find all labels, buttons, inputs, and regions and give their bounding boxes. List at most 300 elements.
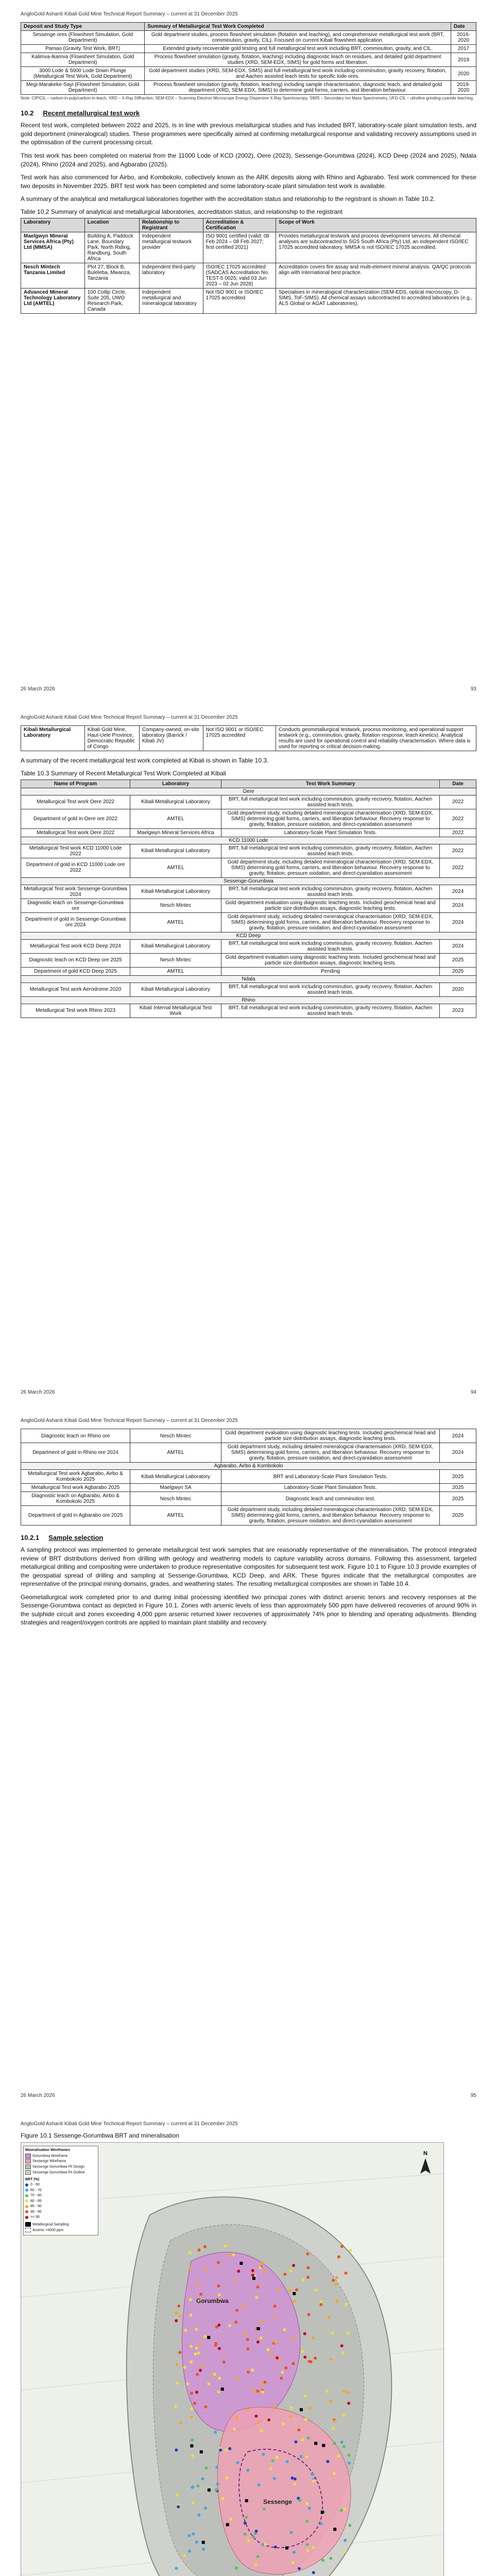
brt-sample-point [213,2373,216,2376]
brt-sample-point [190,2416,193,2419]
brt-sample-point [244,2333,247,2336]
table-cell: AMTEL [130,858,221,877]
brt-sample-point [294,2478,297,2481]
brt-sample-point [183,2366,186,2369]
brt-sample-point [242,2305,245,2308]
brt-sample-point [304,2395,307,2398]
table-row [21,939,476,953]
table-cell: BRT, full metallurgical test work including comminution, gravity recovery, flotation, Aachen assisted leach tests. [221,795,439,809]
table-row [21,828,476,837]
brt-sample-point [305,2520,309,2523]
table-cell: 2024 [440,1443,476,1463]
legend-dot [25,2216,28,2219]
brt-sample-point [333,2419,336,2422]
brt-sample-point [335,2299,338,2302]
table-cell: Nesch Mintec [130,1492,221,1506]
table-row [21,795,476,809]
brt-sample-point [204,2405,208,2409]
legend-label: Arsenic >4000 ppm [32,2228,64,2232]
legend-swatch [25,2228,31,2232]
table-cell: Diagnostic leach on Agbarabo, Airbo & Kombokolo 2025 [21,1492,130,1506]
brt-sample-point [282,2422,285,2426]
table-cell: Gold department study, including detailed mineralogical characterisation (XRD, SEM-EDX, SIMS) determining gold forms, carriers, and liberation behaviour. Recovery response to gravity, flotation, pressure oxidation, and direct-cyanidation assessment [221,1506,439,1526]
page-header: AngloGold Ashanti Kibali Gold Mine Technical Report Summary – current at 31 December 2025 [21,1418,238,1423]
brt-sample-point [197,2351,200,2354]
table-cell: 2022 [440,858,476,877]
brt-sample-point [188,2251,192,2254]
brt-sample-point [256,2341,260,2344]
brt-sample-point [312,2546,315,2549]
table-row [21,263,476,288]
brt-sample-point [199,2342,202,2345]
brt-sample-point [264,2543,267,2546]
table-cell: Metallurgical Test work Sessenge-Gorumbwa 2024 [21,885,130,899]
brt-sample-point [236,2377,239,2380]
brt-sample-point [251,2269,254,2272]
table-cell: Department of gold in Sessenge-Gorumbwa ore 2024 [21,912,130,932]
table-cell: Gold department studies (XRD, SEM-EDX, SIMS) and full metallurgical test work including comminution, gravity recovery, flotation, and Aachen assisted leach tests for specific lode ores. [145,67,451,81]
table-cell: 2019-2020 [451,81,476,95]
metallurgical-sample-point [321,2511,324,2514]
brt-sample-point [301,2350,304,2353]
brt-sample-point [329,2399,332,2402]
brt-sample-point [272,2405,276,2408]
group-label: Agbarabo, Airbo & Kombokolo [21,1463,476,1470]
table-row [21,953,476,967]
table-cell: BRT, full metallurgical test work including comminution, gravity recovery, flotation, Aachen assisted leach tests. [221,844,439,858]
brt-sample-point [312,2336,315,2340]
brt-sample-point [342,2390,346,2393]
table-cell: Diagnostic leach and comminution test. [221,1492,439,1506]
group-label: Sessenge-Gorumbwa [21,877,476,885]
brt-sample-point [349,2249,352,2252]
table-cell: Not ISO 9001 or ISO/IEC 17025 accredited [203,288,276,313]
brt-sample-point [235,2416,238,2419]
brt-sample-point [190,2345,193,2348]
brt-sample-point [247,2409,250,2412]
brt-sample-point [215,2466,218,2469]
brt-sample-point [225,2448,228,2451]
table-cell: Kibali Metallurgical Laboratory [130,795,221,809]
brt-sample-point [297,2429,300,2432]
legend-item [25,2199,96,2205]
brt-sample-point [331,2331,334,2334]
brt-sample-point [267,2418,270,2421]
column-header: Deposit and Study Type [21,23,145,31]
table-cell: ISO/IEC 17025 accredited (SADCAS Accreditation No. TEST-5 0025; valid 03 Jun 2023 – 02 Jun 2028) [203,263,276,288]
paragraph: Geometallurgical work completed prior to and during initial processing identified two principal zones with distinct arsenic tenors and recovery responses at the Sessenge-Gorumbwa contact as depicted in Figure 10.1. Zones with arsenic levels of less than approximately 500 ppm have delivered recoveries of around 90% in the sulphide circuit and zones exceeding 4,000 ppm arsenic returned lower recoveries of approximately 74% prior to blending and operating adjustments. Blending strategies and reagent/oxygen controls are applied to maintain plant stability and recovery. [21,1593,476,1626]
table-row [21,81,476,95]
paragraph: A summary of the analytical and metallurgical laboratories together with the accreditation status and relationship to the registrant is shown in Table 10.2. [21,195,435,203]
table-cell: 2025 [440,1484,476,1492]
brt-sample-point [271,2460,275,2463]
table-cell: 2025 [440,1506,476,1526]
brt-sample-point [332,2279,335,2282]
table-cell: Kibali Metallurgical Laboratory [21,726,85,751]
gorumbwa-label: Gorumbwa [196,2297,229,2304]
brt-sample-point [319,2300,322,2303]
table-row [21,982,476,996]
page-96 [0,2110,497,2576]
metallurgical-sample-point [190,2444,193,2447]
legend-item [25,2193,96,2199]
brt-sample-point [333,2472,336,2475]
table-row [21,1004,476,1018]
brt-sample-point [227,2254,230,2257]
sessenge-label: Sessenge [263,2498,293,2505]
page-footer: 26 March 2026 94 [21,1389,476,1395]
brt-sample-point [190,2392,193,2395]
legend-label: Sessenge Wireframe [32,2159,66,2163]
table-cell: 2020 [451,67,476,81]
brt-sample-point [252,2535,255,2538]
table-row [21,912,476,932]
legend-label: 80 - 85 [30,2199,42,2203]
column-header: Relationship to Registrant [139,218,203,232]
brt-sample-point [246,2347,249,2350]
brt-sample-point [201,2478,204,2481]
brt-sample-point [314,2289,317,2292]
table-cell: Kalimva-Ikamva (Flowsheet Simulation, Gold Department) [21,53,145,67]
column-header: Location [84,218,139,232]
metallurgical-sample-point [285,2547,288,2550]
table-cell: 2024 [440,1429,476,1443]
paragraph: Recent test work, completed between 2022 and 2025, is in line with previous metallurgical studies and has included BRT, laboratory-scale plant simulation tests, and gold deportment (mineralogical) studies. These programmes were specifically aimed at confirming metallurgical response and validating recovery assumptions used in the optimisation of the current processing circuit. [21,122,476,146]
legend-label: 85 - 90 [30,2205,42,2209]
legend-item [25,2222,96,2228]
legend-label: 60 - 70 [30,2188,42,2192]
table-cell: 2022 [440,795,476,809]
brt-sample-point [202,2548,205,2551]
table-row [21,45,476,53]
page-footer: 26 March 2026 93 [21,686,476,692]
brt-sample-point [283,2328,286,2331]
test-work-table-continued [21,22,476,95]
brt-sample-point [228,2324,231,2327]
table-cell: Pending [221,967,439,975]
group-row [21,932,476,939]
table-cell: Laboratory-Scale Plant Simulation Tests. [221,1484,439,1492]
brt-sample-point [312,2571,315,2574]
table-cell: Independent metallurgical and mineralogical laboratory [139,288,203,313]
brt-sample-point [179,2421,182,2425]
brt-sample-point [236,2461,239,2464]
brt-sample-point [292,2561,295,2564]
brt-sample-point [274,2546,277,2549]
brt-sample-point [348,2524,351,2527]
table-row [21,885,476,899]
table-cell: 2025 [440,967,476,975]
brt-sample-point [293,2482,296,2485]
brt-sample-point [255,2296,258,2299]
legend-item [25,2159,96,2164]
table-cell: BRT, full metallurgical test work including comminution, gravity recovery, flotation, Aachen assisted leach tests. [221,982,439,996]
page-94 [0,703,497,1406]
brt-sample-point [295,2441,298,2444]
legend-dot [25,2194,28,2197]
group-label: Ndala [21,975,476,982]
brt-sample-point [176,2494,179,2497]
laboratories-table-continued [21,725,476,751]
brt-sample-point [217,2391,220,2394]
brt-sample-point [306,2276,310,2279]
brt-sample-point [327,2316,330,2319]
brt-sample-point [217,2261,220,2264]
brt-sample-point [177,2304,180,2308]
paragraph: This test work has been completed on material from the 11000 Lode of KCD (2002), Oere (2023), Sessenge-Gorumbwa (2024), KCD Deep (2024 and 2025), Ndala (2024), Rhino (2024 and 2025), and Agbarabo (2025). [21,152,476,168]
group-row [21,975,476,982]
metallurgical-sample-point [202,2541,205,2544]
brt-sample-point [304,2418,307,2421]
brt-sample-point [192,2501,195,2504]
brt-sample-point [262,2543,265,2546]
brt-sample-point [274,2341,277,2344]
brt-sample-point [189,2314,192,2317]
brt-sample-point [174,2405,177,2408]
table-row [21,967,476,975]
metallurgical-sample-point [300,2408,303,2411]
brt-sample-point [186,2382,189,2385]
table-cell: Gold department evaluation using diagnostic leaching tests. Included geochemical head and particle size distribution assays, diagnostic leaching tests. [221,899,439,912]
brt-sample-point [261,2261,264,2264]
column-header: Accreditation & Certification [203,218,276,232]
metallurgical-sample-point [207,2336,210,2339]
group-row [21,996,476,1004]
brt-sample-point [176,2382,179,2385]
table-cell: 2019 [451,53,476,67]
brt-sample-point [259,2266,262,2269]
brt-sample-point [321,2559,324,2562]
table-cell: Extended gravity recoverable gold testing and full metallurgical test work including BRT, comminution, gravity, and CIL. [145,45,451,53]
table-cell: Gold department study, including detailed mineralogical characterisation (XRD, SEM-EDX, SIMS) determining gold forms, carriers, and liberation behaviour. Recovery response to gravity, flotation, pressure oxidation, and direct-cyanidation assessment [221,912,439,932]
brt-sample-point [195,2391,198,2394]
table-caption: Table 10.2 Summary of analytical and metallurgical laboratories, accreditation status, and relationship to the registrant [21,208,343,215]
brt-sample-point [217,2284,220,2287]
brt-sample-point [219,2449,222,2452]
brt-sample-point [256,2555,260,2558]
table-cell: 2024 [440,899,476,912]
brt-sample-point [244,2521,247,2524]
laboratories-table [21,218,476,314]
table-cell: Gold department study, including detailed mineralogical characterisation (XRD, SEM-EDX, SIMS) determining gold forms, carriers, and liberation behaviour. Recovery response to gravity, flotation, pressure oxidation, and direct-cyanidation assessment [221,858,439,877]
brt-sample-point [204,2506,207,2510]
metallurgical-sample-point [239,2262,243,2265]
table-cell: 100 Collip Circle, Suite 205, UWO Research Park, Canada [84,288,139,313]
brt-sample-point [344,2539,347,2542]
brt-sample-point [175,2567,178,2570]
brt-sample-point [175,2449,178,2452]
brt-sample-point [233,2428,236,2431]
brt-sample-point [188,2267,192,2270]
brt-sample-point [184,2329,187,2332]
brt-sample-point [175,2311,178,2314]
brt-sample-point [290,2406,293,2410]
brt-sample-point [199,2293,202,2296]
table-cell: Department of gold KCD Deep 2025 [21,967,130,975]
brt-sample-point [306,2543,309,2546]
brt-sample-point [253,2389,256,2392]
column-header: Summary of Metallurgical Test Work Completed [145,23,451,31]
brt-sample-point [193,2402,196,2405]
brt-sample-point [307,2436,310,2439]
table-cell: Independent metallurgical testwork provider [139,232,203,263]
table-cell: 2022 [440,844,476,858]
brt-sample-point [191,2408,194,2411]
section-heading: 10.2.1 Sample selection [21,1534,104,1541]
brt-sample-point [337,2454,340,2458]
brt-sample-point [340,2245,344,2248]
page-93 [0,0,497,703]
table-row [21,1506,476,1526]
paragraph: A sampling protocol was implemented to generate metallurgical test work samples that are reasonably representative of the mineralisation. The protocol integrated review of BRT distributions derived from drilling with geology and weathering models to capture variability across domains. Following this assessment, targeted metallurgical drilling and compositing were undertaken to produce representative composites for subsequent test work. Figure 10.1 to Figure 10.3 provide examples of the geospatial spread of drilling and sampling at Sessenge-Gorumbwa, KCD Deep, and ARK. These figures indicate that the metallurgical composites are representative of the principal mining domains, grades, and weathering states. The resulting metallurgical composites are shown in Table 10.4. [21,1546,476,1588]
table-cell: 2022 [440,828,476,837]
legend-item [25,2188,96,2194]
table-cell: Company-owned, on-site laboratory (Barrick / Kibali JV) [139,726,203,751]
brt-sample-point [218,2347,221,2350]
table-cell: Kibali Metallurgical Laboratory [130,982,221,996]
legend-dot [25,2183,28,2187]
table-cell: Kibali Internal Metallurgical Test Work [130,1004,221,1018]
brt-sample-point [188,2550,191,2553]
brt-sample-point [312,2480,315,2483]
table-cell: 2022 [440,809,476,828]
brt-sample-point [196,2484,199,2487]
brt-sample-point [246,2338,249,2341]
legend-item [25,2210,96,2215]
brt-sample-point [256,2285,260,2289]
legend-label: Sessenge Gorumbwa Pit Outline [32,2171,85,2175]
brt-sample-point [205,2267,208,2270]
table-cell: Maelgwyn SA [130,1484,221,1492]
column-header: Laboratory [21,218,85,232]
brt-sample-point [337,2256,340,2259]
table-cell: Metallurgical Test work Agbarabo, Airbo & Kombokolo 2025 [21,1470,130,1484]
brt-sample-point [280,2377,283,2380]
brt-sample-point [340,2344,344,2347]
brt-sample-point [319,2303,322,2306]
brt-sample-point [341,2351,345,2354]
table-cell: Laboratory-Scale Plant Simulation Tests. [221,828,439,837]
table-row [21,1443,476,1463]
table-cell: Metallurgical Test work Rhino 2023 [21,1004,130,1018]
brt-sample-point [260,2336,263,2340]
brt-sample-point [276,2357,279,2360]
table-cell: AMTEL [130,1443,221,1463]
brt-sample-point [325,2389,329,2393]
brt-sample-point [196,2373,199,2376]
brt-sample-point [218,2377,221,2380]
brt-sample-point [247,2539,250,2542]
brt-sample-point [347,2402,350,2405]
table-cell: AMTEL [130,809,221,828]
brt-sample-point [330,2358,333,2361]
table-cell: Pamao (Gravity Test Work, BRT) [21,45,145,53]
brt-sample-point [342,2445,346,2448]
table-cell: Metallurgical Test work Aerodrome 2020 [21,982,130,996]
brt-sample-point [344,2550,347,2553]
brt-sample-point [191,2438,194,2442]
table-cell: AMTEL [130,912,221,932]
table-cell: 2025 [440,1492,476,1506]
brt-sample-point [295,2289,298,2292]
brt-sample-point [254,2415,258,2418]
brt-sample-point [224,2244,227,2247]
brt-sample-point [290,2531,293,2534]
paragraph: A summary of the recent metallurgical test work completed at Kibali is shown in Table 10.3. [21,757,269,764]
brt-sample-point [255,2530,258,2533]
brt-sample-point [266,2348,269,2351]
brt-sample-point [292,2264,295,2267]
brt-sample-point [207,2382,210,2385]
legend-dot [25,2199,28,2202]
brt-sample-point [345,2303,348,2306]
brt-sample-point [175,2319,178,2323]
brt-sample-point [292,2362,295,2365]
brt-sample-point [308,2360,311,2363]
brt-sample-point [340,2509,343,2512]
metallurgical-sample-point [314,2442,317,2445]
table-cell: BRT, full metallurgical test work including comminution, gravity recovery, flotation, Aachen assisted leach tests. [221,1004,439,1018]
legend-label: Sessenge Gorumbwa Pit Design [32,2165,85,2169]
brt-sample-point [225,2477,228,2480]
table-row [21,1470,476,1484]
brt-sample-point [264,2270,267,2273]
brt-sample-point [343,2507,346,2511]
page-footer: 26 March 2026 95 [21,2093,476,2098]
table-cell: Nesch Mintec [130,1429,221,1443]
group-label: KCD Deep [21,932,476,939]
brt-sample-point [292,2337,295,2340]
table-cell: Plot 27, Block B, Buleleba, Mwanza, Tanzania [84,263,139,288]
table-row [21,232,476,263]
table-row [21,53,476,67]
brt-sample-point [200,2363,203,2366]
metallurgical-sample-point [200,2450,203,2453]
brt-sample-point [256,2421,260,2424]
table-cell: Megi-Marakeke-Sayi (Flowsheet Simulation, Gold Department) [21,81,145,95]
brt-sample-point [251,2274,254,2277]
table-cell: Metallurgical Test work Oere 2022 [21,828,130,837]
brt-sample-point [298,2499,301,2502]
table-cell: Metallurgical Test work Oere 2022 [21,795,130,809]
legend-dot [25,2205,28,2208]
brt-sample-point [303,2332,306,2335]
brt-sample-point [277,2287,280,2291]
brt-sample-point [293,2551,296,2554]
brt-sample-point [274,2315,277,2318]
brt-sample-point [178,2351,181,2354]
legend-item [25,2170,96,2176]
brt-sample-point [175,2363,178,2366]
table-cell: AMTEL [130,967,221,975]
table-row [21,67,476,81]
brt-sample-point [191,2454,194,2458]
table-cell: Gold department evaluation using diagnostic leaching tests. Included geochemical head and particle size distribution assays, diagnostic leaching tests. [221,1429,439,1443]
page-header: AngloGold Ashanti Kibali Gold Mine Technical Report Summary – current at 31 December 2025 [21,715,238,720]
brt-sample-point [195,2347,198,2350]
page-header: AngloGold Ashanti Kibali Gold Mine Technical Report Summary – current at 31 December 2025 [21,2121,238,2127]
brt-sample-point [260,2320,263,2323]
brt-sample-point [198,2248,201,2251]
brt-sample-point [333,2442,336,2445]
table-row [21,288,476,313]
brt-sample-point [197,2514,200,2517]
brt-sample-point [290,2477,294,2480]
brt-sample-point [189,2298,192,2301]
brt-sample-point [247,2370,250,2374]
brt-sample-point [251,2368,254,2371]
brt-sample-point [229,2517,232,2520]
